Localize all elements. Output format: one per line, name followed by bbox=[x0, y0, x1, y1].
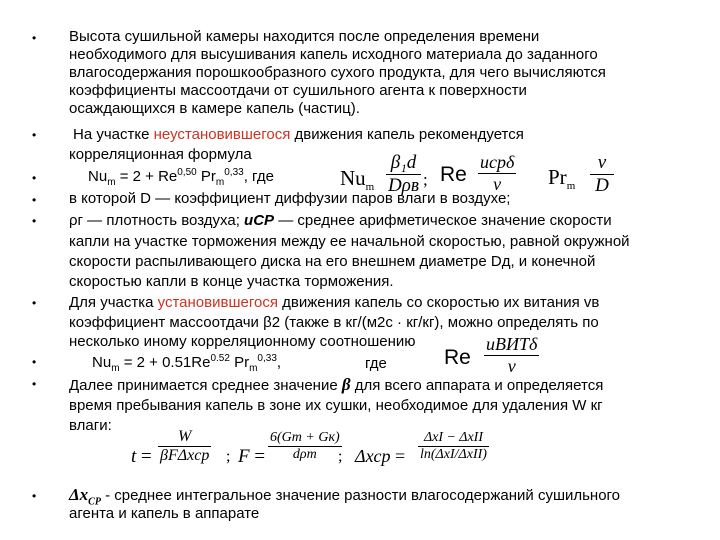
text-line: влаги: bbox=[69, 417, 112, 434]
text-line: коэффициент массоотдачи β2 (также в кг/(м2с · кг/кг), можно определять по bbox=[69, 314, 599, 331]
equation-delta-x: Δxср = bbox=[355, 446, 406, 466]
bullet: • bbox=[32, 489, 37, 503]
paragraph-unsteady-motion bbox=[73, 126, 524, 143]
bullet: • bbox=[32, 355, 37, 369]
highlight-term: неустановившегося bbox=[153, 126, 291, 143]
separator: ; bbox=[226, 448, 231, 465]
bullet: • bbox=[32, 31, 37, 45]
bullet: • bbox=[32, 214, 37, 228]
text-span: движения капель рекомендуется bbox=[290, 126, 524, 143]
equation-nusselt: $Nu_m$ bbox=[340, 166, 375, 194]
equation-time: t = bbox=[131, 446, 152, 467]
text-diffusion-coefficient: в которой D — коэффициент диффузии паров влаги в воздухе; bbox=[69, 190, 511, 207]
text-line: скорости распыливающего диска на его внешнем диаметре Dд, и конечной bbox=[69, 253, 596, 270]
symbol-delta-x: $\Delta x_{СР}$ bbox=[69, 485, 101, 508]
highlight-term: установившегося bbox=[157, 294, 278, 311]
paragraph-average-beta: Далее принимается среднее значение β для всего аппарата и определяется bbox=[69, 375, 604, 394]
text-line: коэффициенты массоотдачи от сушильного агента к поверхности bbox=[69, 82, 527, 99]
bullet: • bbox=[32, 171, 37, 185]
fraction-prandtl: $\frac{\nu}{D}$ bbox=[590, 152, 614, 197]
separator: ; bbox=[423, 170, 428, 189]
fraction-time: W βFΔxср bbox=[160, 428, 210, 464]
symbol-beta: β bbox=[341, 375, 351, 394]
text-line: несколько иному корреляционному соотношению bbox=[69, 333, 416, 350]
text-line: агента и капель в аппарате bbox=[69, 505, 260, 522]
bullet: • bbox=[32, 377, 37, 391]
text-line: осаждающихся в камере капель (частиц). bbox=[69, 100, 360, 117]
formula-nusselt-steady: $Nu_m = 2 + 0.51Re^{0.52}$ $Pr_m^{0,33}$, bbox=[92, 353, 282, 374]
text-line: Высота сушильной камеры находится после определения времени bbox=[69, 28, 540, 45]
text-line: корреляционная формула bbox=[69, 146, 252, 163]
paragraph-mean-difference: $\Delta x_{СР}$ - среднее интегральное значение разности влагосодержаний сушильного bbox=[69, 485, 621, 508]
formula-nusselt-unsteady: $Nu_m = 2 + Re^{0,50}$ $Pr_m^{0,33}$, где bbox=[88, 167, 274, 188]
bullet: • bbox=[32, 128, 37, 142]
text-line: скоростью капли в конце участка торможения. bbox=[69, 273, 394, 290]
fraction-area: 6(Gт + Gк) dρт bbox=[270, 430, 340, 462]
equation-reynolds: Re bbox=[440, 163, 467, 186]
symbol-ucp: uСР bbox=[244, 212, 275, 229]
bullet: • bbox=[32, 193, 37, 207]
text-line: влагосодержания порошкообразного сухого продукта, для чего вычисляются bbox=[69, 64, 606, 81]
equation-reynolds-steady: Re bbox=[444, 346, 471, 369]
fraction-nusselt: β₁d Dρʙ bbox=[388, 152, 420, 196]
fraction-delta-x: ΔxΙ − ΔxΙΙ ln(ΔxΙ/ΔxΙΙ) bbox=[420, 430, 487, 462]
paragraph-air-density: ρг — плотность воздуха; uСР — среднее арифметическое значение скорости bbox=[69, 212, 612, 229]
text-line: необходимого для высушивания капель исходного материала до заданного bbox=[69, 46, 598, 63]
paragraph-steady-motion: Для участка установившегося движения капель со скоростью их витания vв bbox=[69, 294, 600, 311]
text-line: капли на участке торможения между ее начальной скоростью, равной окружной bbox=[69, 233, 630, 250]
bullet: • bbox=[32, 296, 37, 310]
fraction-reynolds-steady: uВИТδ ν bbox=[486, 334, 538, 376]
text-span: На участке bbox=[73, 126, 154, 143]
text-line: время пребывания капель в зоне их сушки, необходимое для удаления W кг bbox=[69, 397, 603, 414]
separator: ; bbox=[338, 448, 343, 465]
equation-prandtl: $Pr_m$ bbox=[548, 165, 576, 193]
fraction-reynolds: uсрδ ν bbox=[480, 152, 515, 194]
text-where: где bbox=[365, 355, 387, 372]
equation-area: F = bbox=[238, 446, 266, 467]
